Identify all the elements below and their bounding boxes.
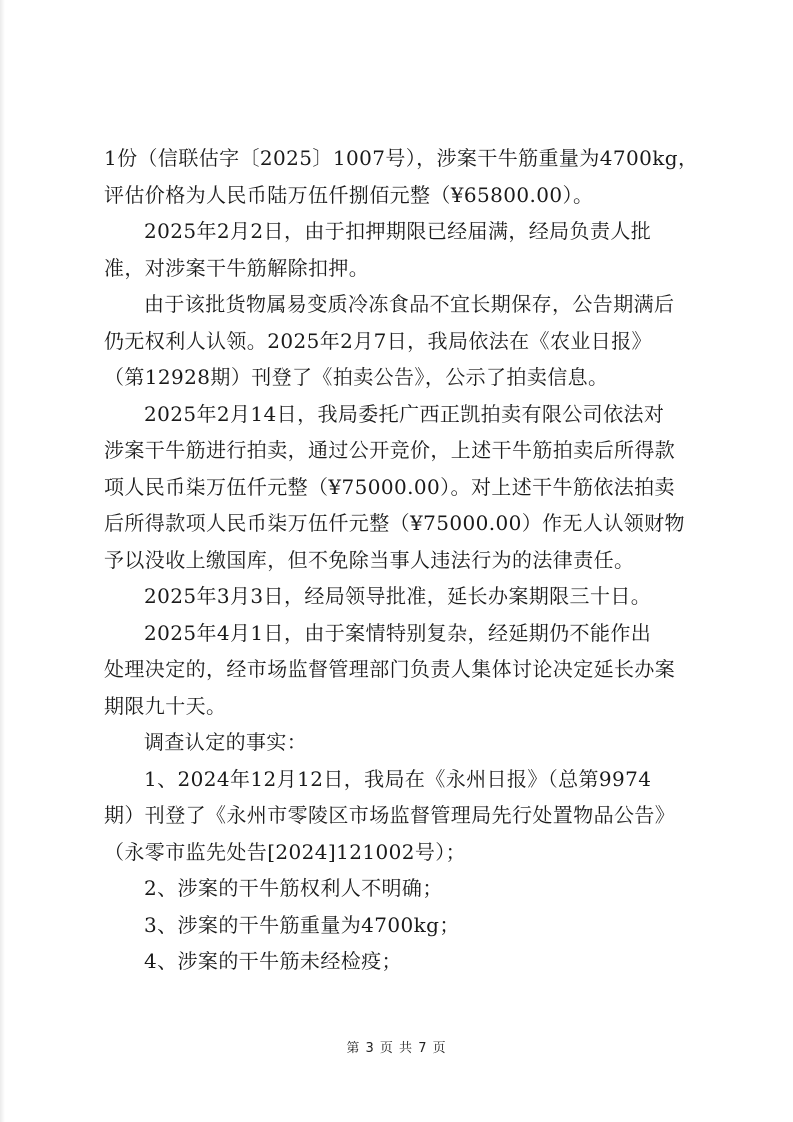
section-heading: 调查认定的事实： bbox=[144, 730, 308, 754]
list-item: 4、涉案的干牛筋未经检疫； bbox=[144, 949, 402, 973]
text-line: （永零市监先处告[2024]121002号）； bbox=[104, 839, 467, 864]
paragraph-line: 2025年2月2日，由于扣押期限已经届满，经局负责人批 bbox=[144, 219, 652, 243]
text-line: 1份（信联估字〔2025〕1007号），涉案干牛筋重量为4700kg， bbox=[104, 146, 699, 170]
scan-edge-shadow bbox=[0, 0, 5, 1122]
page-number-footer: 第 3 页 共 7 页 bbox=[346, 1041, 447, 1056]
list-item: 3、涉案的干牛筋重量为4700kg； bbox=[144, 912, 460, 937]
text-line: 项人民币柒万伍仟元整（¥75000.00）。对上述干牛筋依法拍卖 bbox=[104, 474, 675, 499]
text-line: 评估价格为人民币陆万伍仟捌佰元整（¥65800.00）。 bbox=[104, 182, 594, 207]
paragraph-line: 2025年2月14日，我局委托广西正凯拍卖有限公司依法对 bbox=[144, 401, 665, 426]
text-line: （第12928期）刊登了《拍卖公告》，公示了拍卖信息。 bbox=[104, 365, 609, 389]
text-line: 后所得款项人民币柒万伍仟元整（¥75000.00）作无人认领财物 bbox=[104, 511, 685, 535]
document-body bbox=[104, 140, 699, 980]
text-line: 期）刊登了《永州市零陵区市场监督管理局先行处置物品公告》 bbox=[104, 803, 676, 827]
text-line: 期限九十天。 bbox=[104, 693, 227, 718]
list-item: 1、2024年12月12日，我局在《永州日报》（总第9974 bbox=[144, 766, 652, 791]
paragraph-line: 2025年3月3日，经局领导批准，延长办案期限三十日。 bbox=[144, 584, 652, 608]
paragraph-line: 2025年4月1日，由于案情特别复杂，经延期仍不能作出 bbox=[144, 620, 652, 645]
text-line: 涉案干牛筋进行拍卖，通过公开竞价，上述干牛筋拍卖后所得款 bbox=[104, 438, 676, 462]
text-line: 仍无权利人认领。2025年2月7日，我局依法在《农业日报》 bbox=[104, 328, 652, 353]
paragraph-line: 由于该批货物属易变质冷冻食品不宜长期保存，公告期满后 bbox=[144, 292, 675, 316]
text-line: 予以没收上缴国库，但不免除当事人违法行为的法律责任。 bbox=[104, 547, 635, 572]
list-item: 2、涉案的干牛筋权利人不明确； bbox=[144, 876, 443, 900]
text-line: 准，对涉案干牛筋解除扣押。 bbox=[104, 255, 370, 280]
text-line: 处理决定的，经市场监督管理部门负责人集体讨论决定延长办案 bbox=[104, 657, 676, 681]
